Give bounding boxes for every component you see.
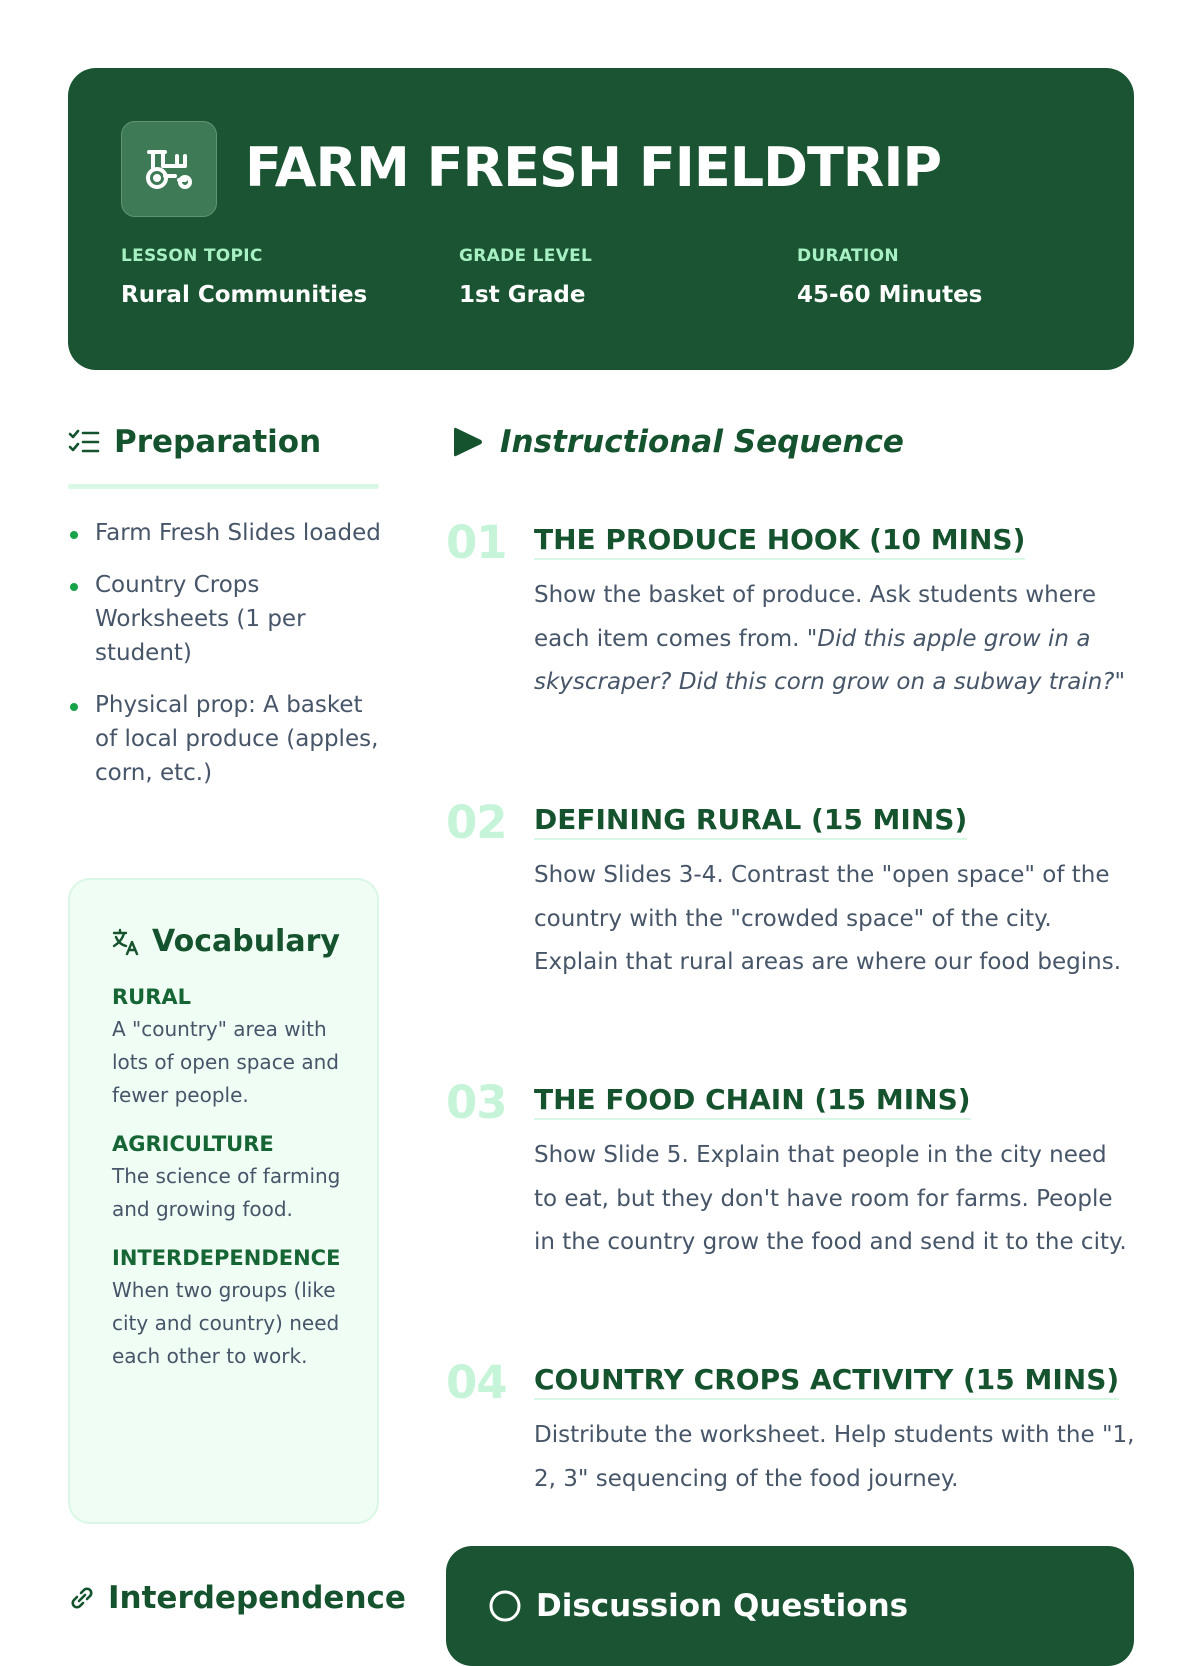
discussion-title: Discussion Questions	[536, 1588, 909, 1624]
step-body	[534, 574, 1136, 705]
meta-label: GRADE LEVEL	[459, 246, 593, 266]
tractor-icon	[121, 121, 217, 217]
vocab-term: RURAL	[112, 985, 192, 1009]
list-item: Physical prop: A basket of local produce (apples, corn, etc.)	[68, 688, 388, 790]
vocab-definition: The science of farming and growing food.	[112, 1164, 341, 1221]
interdependence-heading	[68, 1580, 406, 1616]
lesson-header	[68, 68, 1134, 370]
step-title: DEFINING RURAL (15 MINS)	[534, 802, 967, 840]
meta-value: 45-60 Minutes	[797, 282, 983, 308]
step-title: THE PRODUCE HOOK (10 MINS)	[534, 522, 1025, 560]
sequence-title: Instructional Sequence	[500, 424, 904, 460]
vocab-definition: When two groups (like city and country) need each other to work.	[112, 1278, 340, 1368]
discussion-card	[446, 1546, 1134, 1666]
vocabulary-heading	[112, 924, 365, 959]
link-icon	[68, 1584, 96, 1612]
step-body: Show Slide 5. Explain that people in the city need to eat, but they don't have room for farms. People in the country grow the food and send it to the city.	[534, 1142, 1127, 1255]
vocab-term: AGRICULTURE	[112, 1132, 274, 1156]
vocabulary-title: Vocabulary	[152, 924, 340, 959]
meta-duration	[797, 246, 982, 308]
list-item: Country Crops Worksheets (1 per student)	[68, 568, 388, 670]
vocab-definition: A "country" area with lots of open space and fewer people.	[112, 1017, 339, 1107]
vocabulary-card	[68, 878, 379, 1524]
preparation-list	[68, 516, 388, 808]
step-number: 01	[446, 516, 507, 569]
discussion-heading	[488, 1588, 908, 1624]
meta-label: LESSON TOPIC	[121, 246, 263, 266]
preparation-title: Preparation	[114, 424, 322, 460]
step-body: Show Slides 3-4. Contrast the "open space" of the country with the "crowded space" of the city. Explain that rural areas are where our food begins.	[534, 862, 1122, 975]
step-title: COUNTRY CROPS ACTIVITY (15 MINS)	[534, 1362, 1119, 1400]
step-body: Distribute the worksheet. Help students with the "1, 2, 3" sequencing of the food journey.	[534, 1422, 1135, 1492]
checklist-icon	[68, 428, 100, 456]
sequence-heading	[452, 424, 904, 460]
step-number: 04	[446, 1356, 507, 1409]
list-item: Farm Fresh Slides loaded	[68, 516, 388, 550]
meta-lesson-topic	[121, 246, 367, 308]
meta-grade-level	[459, 246, 592, 308]
section-divider	[68, 484, 379, 489]
step-text: Show the basket of produce. Ask students where each item comes from.	[534, 582, 1096, 652]
vocab-term: INTERDEPENDENCE	[112, 1246, 341, 1270]
lesson-title: FARM FRESH FIELDTRIP	[245, 136, 942, 199]
meta-value: 1st Grade	[459, 282, 586, 308]
step-quote: "Did this apple grow in a skyscraper? Did this corn grow on a subway train?"	[534, 625, 1126, 695]
step-title: THE FOOD CHAIN (15 MINS)	[534, 1082, 971, 1120]
translate-icon	[112, 928, 140, 956]
meta-value: Rural Communities	[121, 282, 368, 308]
meta-label: DURATION	[797, 246, 899, 266]
play-icon	[452, 425, 484, 459]
step-number: 03	[446, 1076, 507, 1129]
question-icon	[488, 1589, 522, 1623]
interdependence-title: Interdependence	[108, 1580, 406, 1616]
step-number: 02	[446, 796, 507, 849]
preparation-heading	[68, 424, 321, 460]
